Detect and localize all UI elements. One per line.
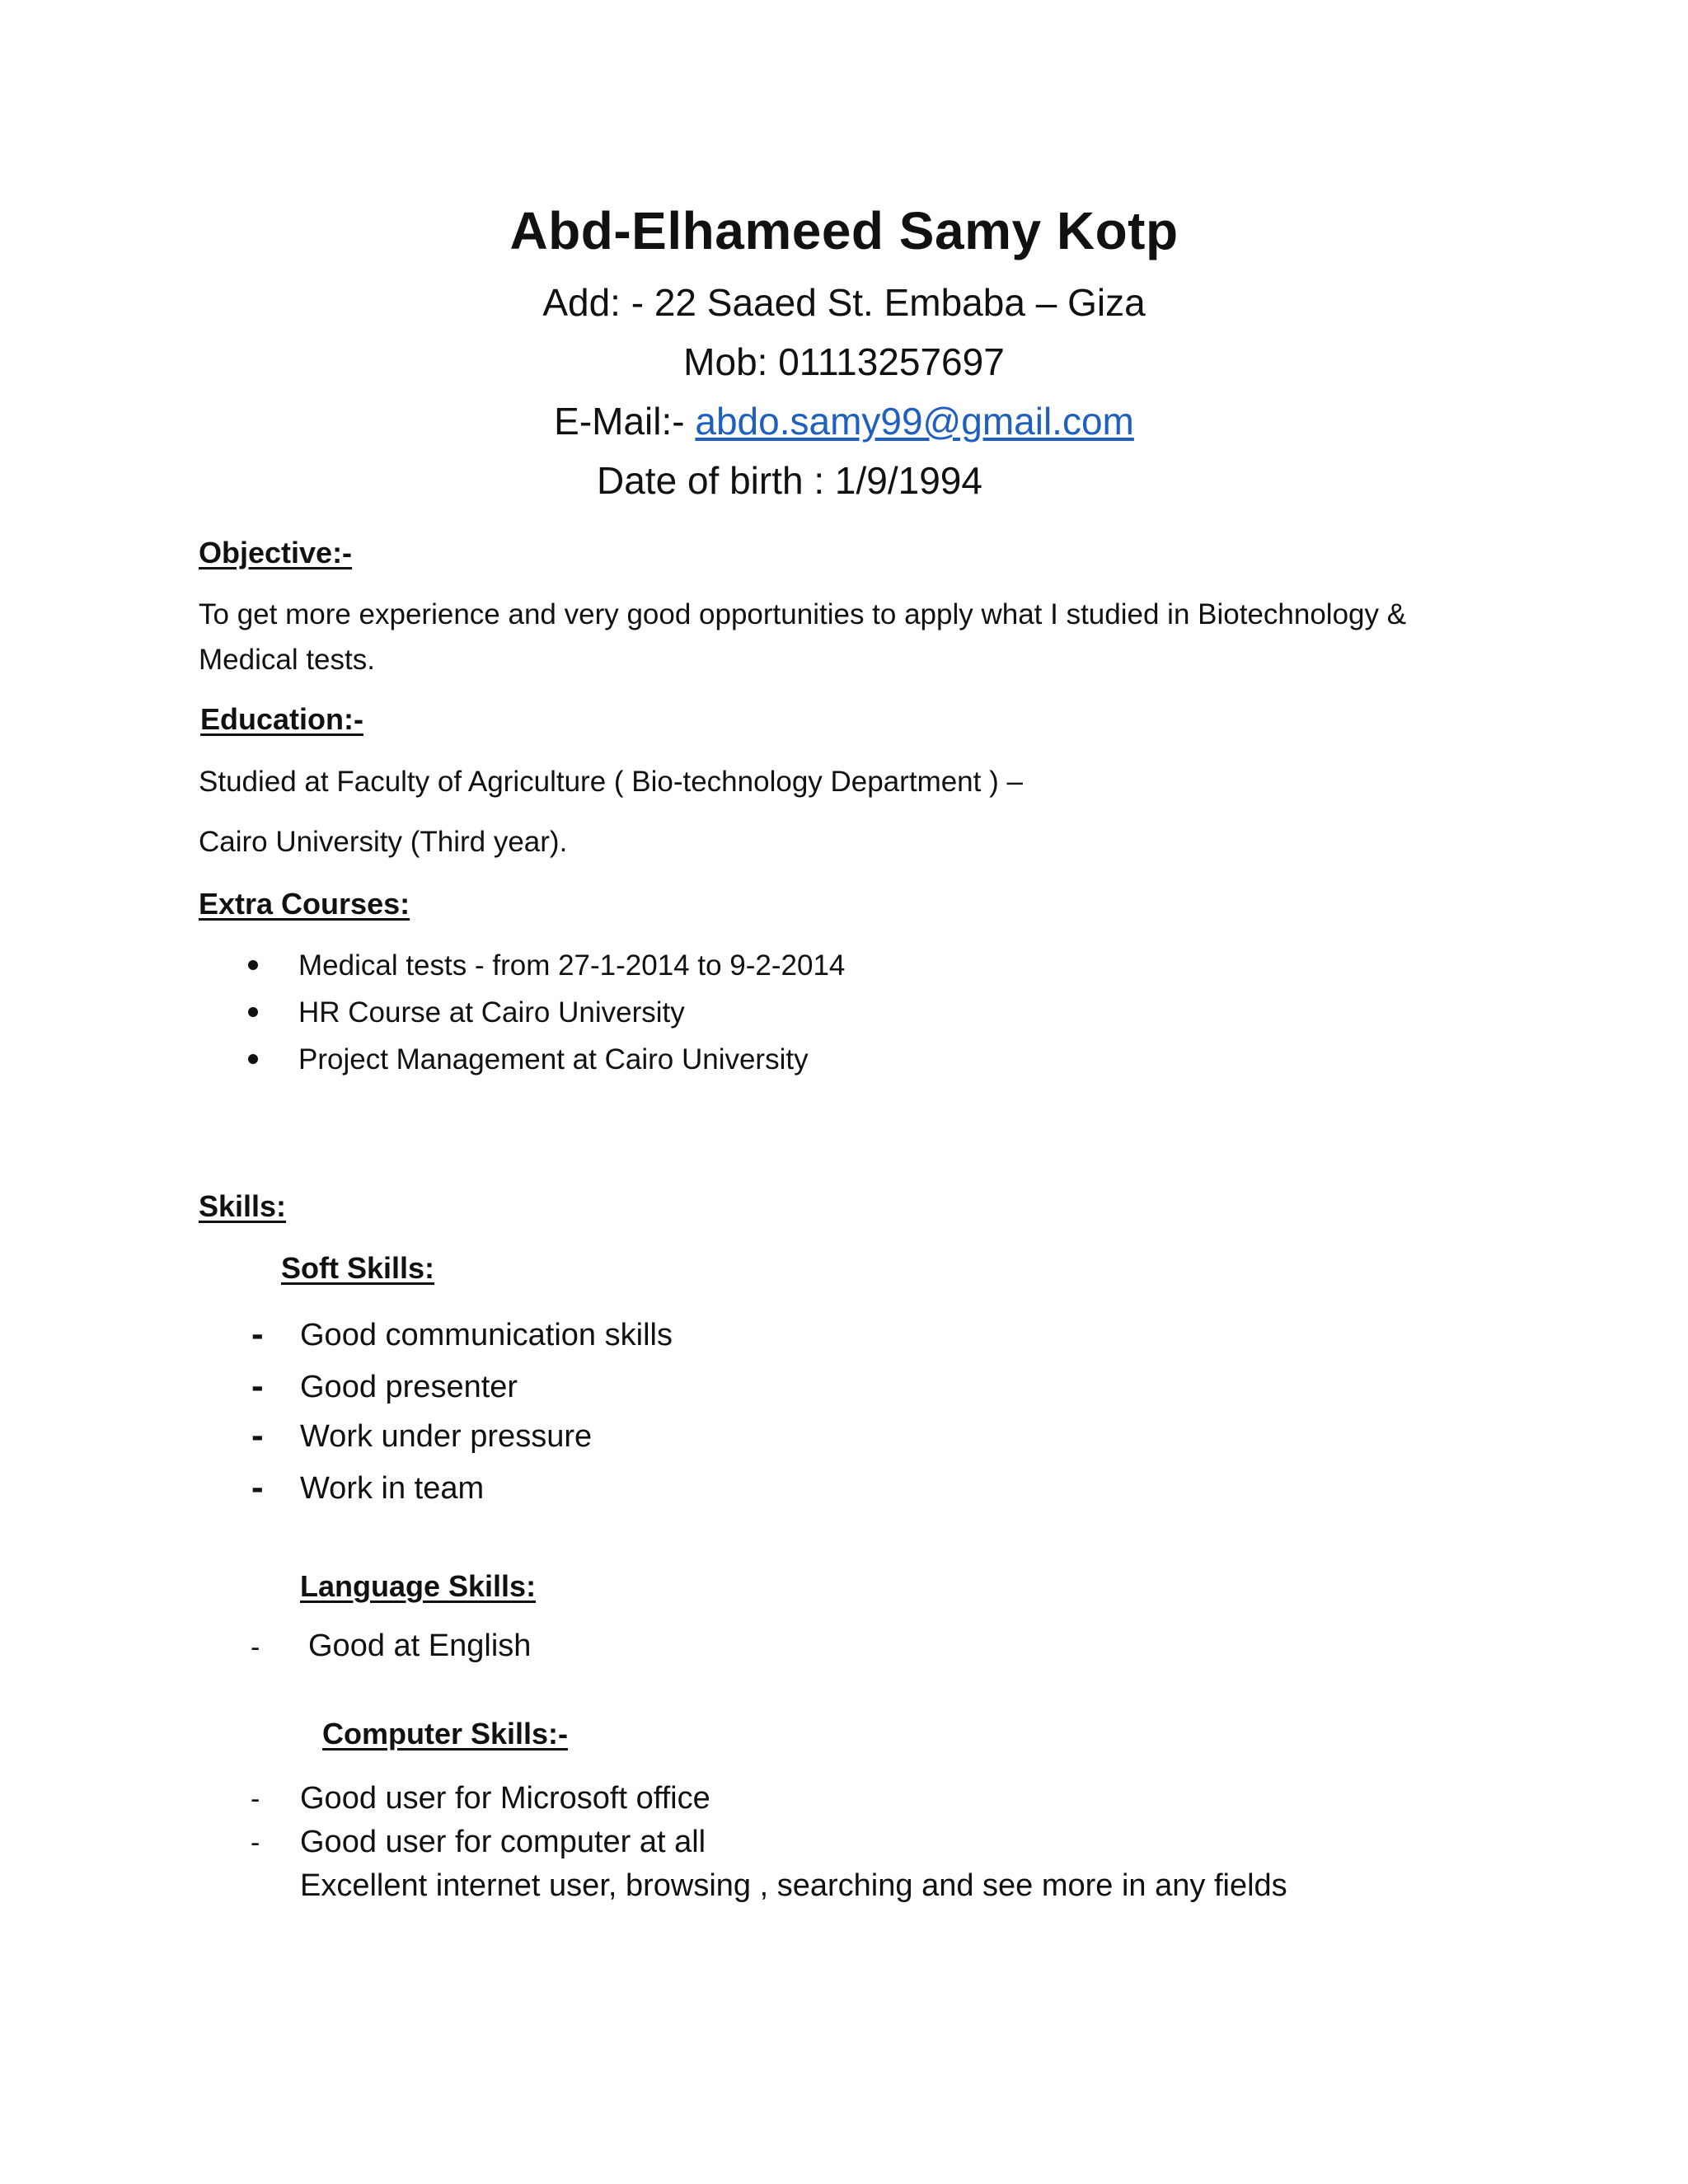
computer-skills-heading: Computer Skills:- — [322, 1717, 569, 1750]
extra-courses-heading: Extra Courses: — [199, 887, 410, 921]
objective-heading: Objective:- — [199, 536, 353, 569]
skills-heading: Skills: — [199, 1189, 287, 1223]
soft-skill-item: Work in team — [300, 1471, 485, 1506]
bullet-icon — [248, 1054, 258, 1064]
dash-icon: - — [251, 1783, 260, 1815]
applicant-name: Abd-Elhameed Samy Kotp — [509, 201, 1179, 260]
dash-icon: - — [251, 1314, 264, 1354]
dash-icon: - — [251, 1467, 264, 1507]
computer-skill-item: Good user for Microsoft office — [300, 1781, 710, 1816]
course-item: Project Management at Cairo University — [298, 1043, 809, 1076]
course-item: HR Course at Cairo University — [298, 996, 685, 1029]
dash-icon: - — [251, 1827, 260, 1858]
soft-skill-item: Work under pressure — [300, 1419, 593, 1454]
language-skills-heading: Language Skills: — [300, 1569, 537, 1603]
computer-skill-extra: Excellent internet user, browsing , searching and see more in any fields — [300, 1868, 1287, 1903]
dash-icon: - — [251, 1632, 260, 1663]
soft-skill-item: Good communication skills — [300, 1318, 673, 1352]
education-heading: Education:- — [200, 702, 363, 736]
date-of-birth: Date of birth : 1/9/1994 — [597, 459, 982, 502]
education-line-1: Studied at Faculty of Agriculture ( Bio-technology Department ) – — [199, 766, 1023, 798]
language-skill-item: Good at English — [308, 1629, 532, 1663]
email-label: E-Mail:- — [554, 400, 696, 443]
objective-line-2: Medical tests. — [199, 644, 375, 676]
course-item: Medical tests - from 27-1-2014 to 9-2-2014 — [298, 949, 846, 982]
education-line-2: Cairo University (Third year). — [199, 826, 568, 858]
bullet-icon — [248, 960, 258, 970]
dash-icon: - — [251, 1415, 264, 1455]
address-line: Add: - 22 Saaed St. Embaba – Giza — [542, 281, 1146, 324]
computer-skill-item: Good user for computer at all — [300, 1825, 706, 1859]
objective-line-1: To get more experience and very good opportunities to apply what I studied in Biotechnology & — [199, 598, 1407, 630]
soft-skill-item: Good presenter — [300, 1370, 518, 1404]
email-line — [0, 399, 1688, 443]
soft-skills-heading: Soft Skills: — [281, 1251, 435, 1285]
mobile-line: Mob: 01113257697 — [683, 340, 1005, 383]
dash-icon: - — [251, 1366, 264, 1406]
email-link[interactable]: abdo.samy99@gmail.com — [695, 400, 1134, 443]
bullet-icon — [248, 1007, 258, 1017]
